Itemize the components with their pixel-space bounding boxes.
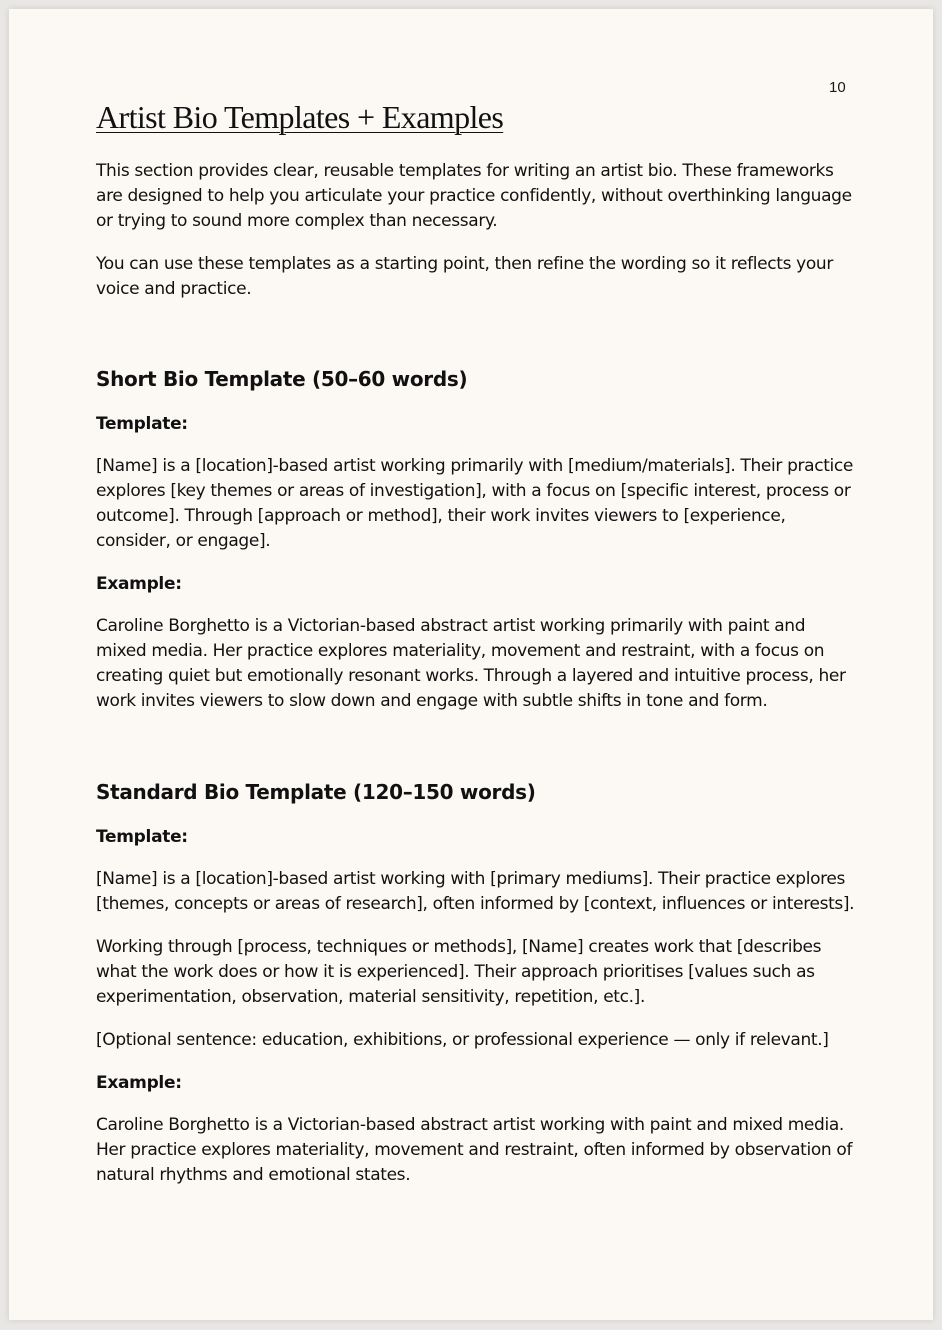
section-heading-short-bio: Short Bio Template (50–60 words) (96, 367, 468, 391)
template-label: Template: (96, 414, 188, 434)
template-text: [Name] is a [location]-based artist working with [primary mediums]. Their practice explores [themes, concepts or areas of research], often informed by [context, influences or interests]. (96, 869, 855, 914)
template-label: Template: (96, 827, 188, 847)
example-text: Caroline Borghetto is a Victorian-based abstract artist working primarily with paint and mixed media. Her practice explores materiality, movement and restraint, with a focus on creating quiet but emotionally resonant works. Through a layered and intuitive process, her work invites viewers to slow down and engage with subtle shifts in tone and form. (96, 616, 846, 711)
example-text: Caroline Borghetto is a Victorian-based abstract artist working with paint and mixed media. Her practice explores materiality, movement and restraint, often informed by observation of natural rhythms and emotional states. (96, 1115, 853, 1185)
section-spacer (96, 320, 856, 366)
section-heading-standard-bio: Standard Bio Template (120–150 words) (96, 780, 536, 804)
example-label: Example: (96, 1073, 182, 1093)
template-optional-text: [Optional sentence: education, exhibitions, or professional experience — only if relevant.] (96, 1030, 829, 1050)
template-text: [Name] is a [location]-based artist working primarily with [medium/materials]. Their practice explores [key themes or areas of investigation], with a focus on [specific interest, process or outcome]. Through [approach or method], their work invites viewers to [experience, consider, or engage]. (96, 456, 854, 551)
document-page (9, 9, 933, 1320)
page-content (96, 97, 856, 1206)
page-title: Artist Bio Templates + Examples (96, 99, 504, 135)
example-label: Example: (96, 574, 182, 594)
intro-paragraph: This section provides clear, reusable templates for writing an artist bio. These frameworks are designed to help you articulate your practice confidently, without overthinking language or trying to sound more complex than necessary. (96, 161, 852, 231)
intro-paragraph: You can use these templates as a starting point, then refine the wording so it reflects your voice and practice. (96, 254, 833, 299)
short-bio-section (96, 366, 856, 714)
page-number: 10 (829, 79, 846, 96)
section-spacer (96, 732, 856, 779)
template-text: Working through [process, techniques or methods], [Name] creates work that [describes what the work does or how it is experienced]. Their approach prioritises [values such as experimentation, observation, material sensitivity, repetition, etc.]. (96, 937, 822, 1007)
standard-bio-section (96, 779, 856, 1188)
